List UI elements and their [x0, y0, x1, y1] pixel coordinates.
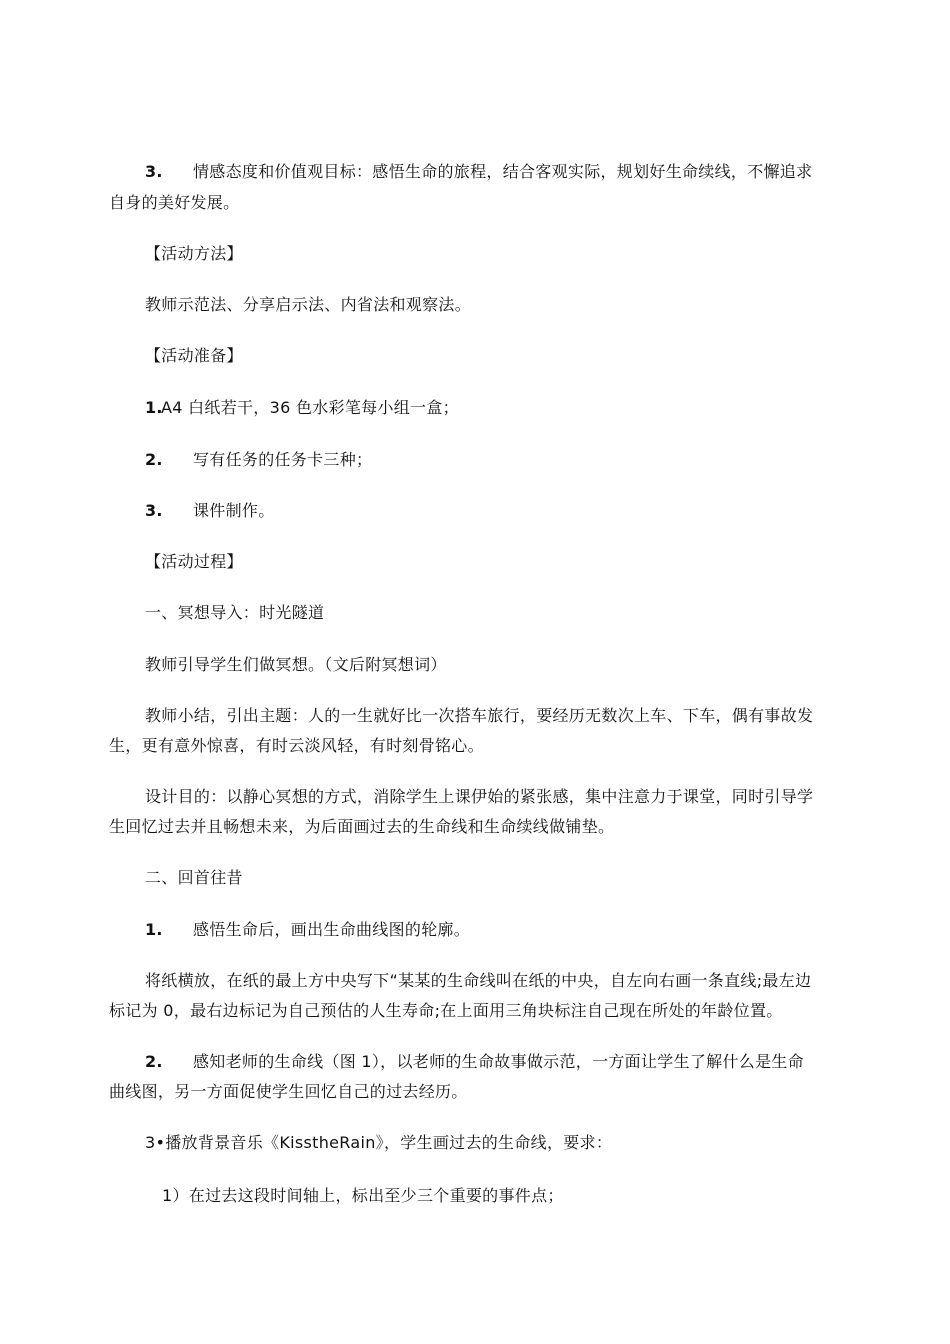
- part-2-title: 二、回首往昔: [145, 868, 243, 887]
- prep-item-2: [145, 450, 372, 470]
- step-2-continuation: 曲线图，另一方面促使学生回忆自己的过去经历。: [109, 1082, 468, 1101]
- paragraph-paper-line-2: 标记为 0，最右边标记为自己预估的人生寿命;在上面用三角块标注自己现在所处的年龄位置。: [109, 1001, 783, 1020]
- goal-3-text: 情感态度和价值观目标：感悟生命的旅程，结合客观实际，规划好生命续线，不懈追求: [193, 162, 813, 181]
- prep-item-3-number: 3.: [145, 501, 163, 520]
- paragraph-purpose-line-1: 设计目的：以静心冥想的方式，消除学生上课伊始的紧张感，集中注意力于课堂，同时引导学: [145, 787, 814, 806]
- goal-3-number: 3.: [145, 162, 163, 181]
- step-2: [145, 1052, 804, 1072]
- paragraph-summary-line-2: 生，更有意外惊喜，有时云淡风轻，有时刻骨铭心。: [109, 736, 484, 755]
- prep-item-1-text: A4 白纸若干，36 色水彩笔每小组一盒；: [161, 398, 459, 417]
- step-2-number: 2.: [145, 1052, 163, 1071]
- part-1-title: 一、冥想导入：时光隧道: [145, 603, 325, 622]
- step-1: [145, 920, 470, 940]
- section-heading-process: 【活动过程】: [145, 552, 243, 571]
- section-heading-method: 【活动方法】: [145, 244, 243, 263]
- prep-item-3: [145, 501, 275, 521]
- paragraph-meditation: 教师引导学生们做冥想。（文后附冥想词）: [145, 655, 447, 674]
- paragraph-purpose-line-2: 生回忆过去并且畅想未来，为后面画过去的生命线和生命续线做铺垫。: [109, 817, 615, 836]
- step-3: 3•播放背景音乐《KisstheRain》，学生画过去的生命线，要求：: [145, 1133, 613, 1152]
- prep-item-3-text: 课件制作。: [193, 501, 275, 520]
- section-heading-prep: 【活动准备】: [145, 346, 243, 365]
- requirement-1: 1）在过去这段时间轴上，标出至少三个重要的事件点；: [162, 1186, 564, 1205]
- method-text: 教师示范法、分享启示法、内省法和观察法。: [145, 295, 472, 314]
- step-1-text: 感悟生命后，画出生命曲线图的轮廓。: [193, 920, 471, 939]
- goal-3-line: [145, 162, 812, 182]
- prep-item-1-number: 1.: [145, 398, 163, 417]
- paragraph-paper-line-1: 将纸横放，在纸的最上方中央写下“某某的生命线叫在纸的中央，自左向右画一条直线;最左边: [145, 971, 812, 990]
- prep-item-2-text: 写有任务的任务卡三种；: [193, 450, 373, 469]
- paragraph-summary-line-1: 教师小结，引出主题：人的一生就好比一次搭车旅行，要经历无数次上车、下车，偶有事故发: [145, 706, 814, 725]
- goal-3-continuation: 自身的美好发展。: [109, 193, 240, 212]
- prep-item-1: [145, 398, 459, 418]
- prep-item-2-number: 2.: [145, 450, 163, 469]
- step-1-number: 1.: [145, 920, 163, 939]
- step-2-text: 感知老师的生命线（图 1），以老师的生命故事做示范，一方面让学生了解什么是生命: [193, 1052, 804, 1071]
